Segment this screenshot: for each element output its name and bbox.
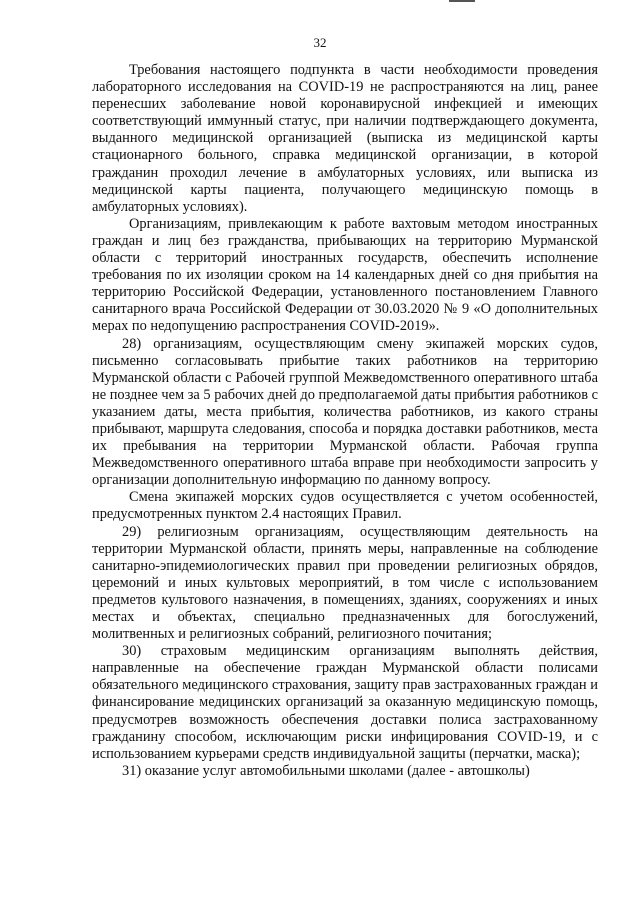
paragraph-item-29: 29) религиозным организациям, осуществляющим деятельность на территории Мурманской области, принять меры, направленные на соблюдение санитарно-эпидемиологических правил при проведении религиозных обрядов, церемоний и иных культовых мероприятий, в том числе с использованием предметов культового назначения, в помещениях, зданиях, сооружениях и иных местах и объектах, специально предназначенных для богослужений, молитвенных и религиозных собраний, религиозного почитания;: [92, 523, 598, 643]
scan-mark: [449, 0, 475, 2]
document-body: [92, 62, 598, 780]
paragraph-lab-test-exemption: Требования настоящего подпункта в части необходимости проведения лабораторного исследования на COVID-19 не распространяются на лиц, ранее перенесших заболевание новой коронавирусной инфекцией и имеющих соответствующий иммунный статус, при наличии подтверждающего документа, выданного медицинской организацией (выписка из медицинской карты стационарного больного, справка медицинской организации, в которой гражданин проходил лечение в амбулаторных условиях, или выписка из медицинской карты пациента, получающего медицинскую помощь в амбулаторных условиях).: [92, 62, 598, 215]
paragraph-item-31: 31) оказание услуг автомобильными школами (далее - автошколы): [122, 762, 530, 779]
paragraph-item-30: 30) страховым медицинским организациям выполнять действия, направленные на обеспечение граждан Мурманской области полисами обязательного медицинского страхования, защиту прав застрахованных граждан и финансирование медицинских организаций за оказанную медицинскую помощь, предусмотрев возможность обеспечения доставки полиса застрахованному гражданину способом, исключающим риски инфицирования COVID-19, и с использованием курьерами средств индивидуальной защиты (перчатки, маска);: [92, 643, 598, 762]
page-number: 32: [313, 35, 327, 50]
paragraph-crew-change: Смена экипажей морских судов осуществляется с учетом особенностей, предусмотренных пунктом 2.4 настоящих Правил.: [92, 489, 598, 523]
paragraph-item-28: 28) организациям, осуществляющим смену экипажей морских судов, письменно согласовывать прибытие таких работников на территорию Мурманской области с Рабочей группой Межведомственного оперативного штаба не позднее чем за 5 рабочих дней до предполагаемой даты прибытия работников с указанием даты, места прибытия, количества работников, из какого страны прибывают, маршрута следования, способа и порядка доставки работников, места их пребывания на территории Мурманской области. Рабочая группа Межведомственного оперативного штаба вправе при необходимости запросить у организации дополнительную информацию по данному вопросу.: [92, 335, 598, 489]
paragraph-shift-workers: Организациям, привлекающим к работе вахтовым методом иностранных граждан и лиц без гражданства, прибывающих на территорию Мурманской области с территорий иностранных государств, обеспечить исполнение требования по их изоляции сроком на 14 календарных дней со дня прибытия на территорию Российской Федерации, установленного постановлением Главного санитарного врача Российской Федерации от 30.03.2020 № 9 «О дополнительных мерах по недопущению распространения COVID-2019».: [92, 215, 598, 335]
